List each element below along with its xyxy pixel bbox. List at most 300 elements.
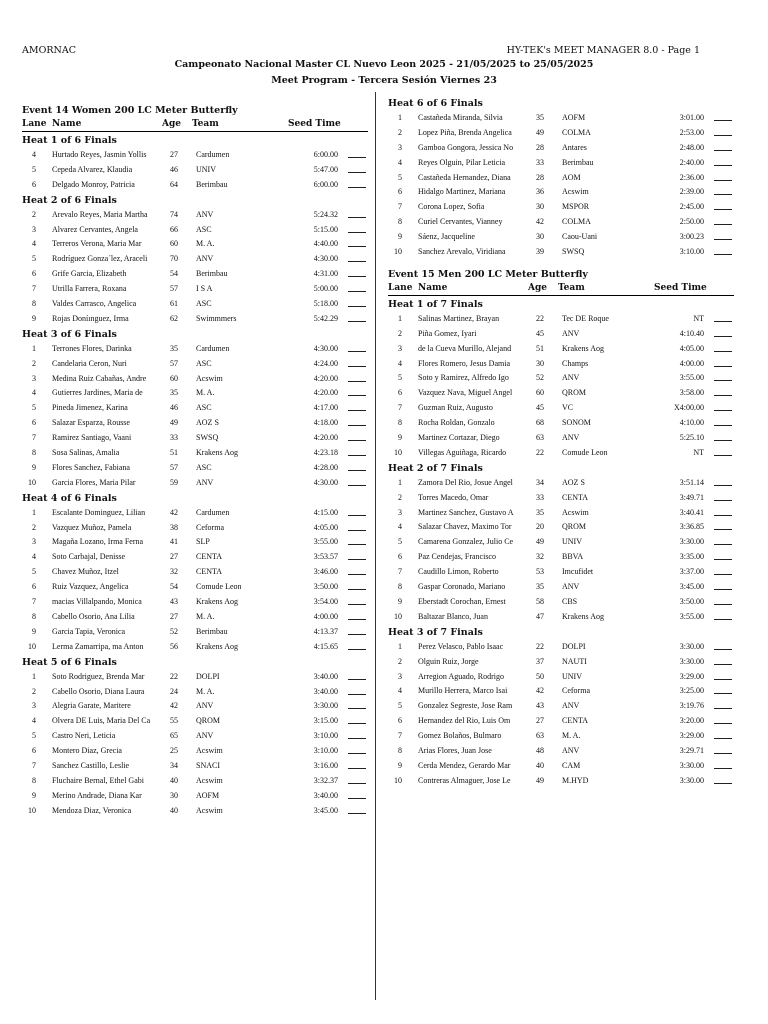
team-name: Acswim bbox=[196, 805, 223, 815]
lane-number: 7 bbox=[398, 202, 402, 212]
team-name: ANV bbox=[196, 731, 214, 741]
header-right: HY-TEK's MEET MANAGER 8.0 - Page 1 bbox=[506, 45, 700, 56]
swimmer-age: 65 bbox=[170, 731, 178, 741]
seed-time: 3:49.71 bbox=[679, 492, 704, 502]
entry-row bbox=[22, 580, 368, 595]
team-name: Acswim bbox=[196, 775, 223, 785]
swimmer-name: Caudillo Limon, Roberto bbox=[418, 567, 499, 577]
lane-number: 6 bbox=[398, 187, 402, 197]
entry-row bbox=[22, 208, 368, 223]
lane-number: 7 bbox=[32, 433, 36, 443]
swimmer-age: 49 bbox=[536, 775, 544, 785]
swimmer-age: 30 bbox=[536, 202, 544, 212]
entry-row bbox=[22, 386, 368, 401]
team-name: CAM bbox=[562, 760, 581, 770]
entry-row bbox=[22, 461, 368, 476]
swimmer-name: Arregion Aguado, Rodrigo bbox=[418, 671, 504, 681]
final-time-blank bbox=[348, 522, 366, 531]
swimmer-age: 50 bbox=[536, 671, 544, 681]
swimmer-name: Escalante Dominguez, Lilian bbox=[52, 507, 146, 517]
entry-row bbox=[388, 670, 734, 685]
swimmer-name: Vazquez Nava, Miguel Angel bbox=[418, 388, 513, 398]
swimmer-age: 22 bbox=[536, 313, 544, 323]
final-time-blank bbox=[714, 142, 732, 151]
meet-subtitle: Meet Program - Tercera Sesión Viernes 23 bbox=[271, 75, 497, 86]
team-name: NAUTI bbox=[562, 656, 587, 666]
team-name: Cardumen bbox=[196, 343, 230, 353]
team-name: Krakens Aog bbox=[562, 611, 604, 621]
seed-time: 4:23.18 bbox=[313, 448, 338, 458]
swimmer-name: Terreros Verona, Maria Mar bbox=[52, 239, 142, 249]
entry-row bbox=[22, 223, 368, 238]
swimmer-age: 33 bbox=[536, 157, 544, 167]
team-name: Acswim bbox=[196, 373, 223, 383]
entry-row bbox=[22, 163, 368, 178]
lane-number: 6 bbox=[398, 552, 402, 562]
swimmer-age: 48 bbox=[536, 745, 544, 755]
swimmer-age: 25 bbox=[170, 746, 178, 756]
seed-time: 3:30.00 bbox=[679, 656, 704, 666]
swimmer-age: 63 bbox=[536, 731, 544, 741]
swimmer-name: Olvera DE Luis, Maria Del Ca bbox=[52, 716, 151, 726]
final-time-blank bbox=[714, 328, 732, 337]
seed-time: 3:29.00 bbox=[679, 671, 704, 681]
swimmer-name: Murillo Herrera, Marco Isai bbox=[418, 686, 508, 696]
swimmer-name: Eberstadt Corochan, Ernest bbox=[418, 596, 506, 606]
lane-number: 3 bbox=[32, 373, 36, 383]
swimmer-age: 22 bbox=[536, 641, 544, 651]
entry-row bbox=[388, 744, 734, 759]
swimmer-age: 47 bbox=[536, 611, 544, 621]
swimmer-name: Baltazar Blanco, Juan bbox=[418, 611, 488, 621]
team-name: Cardumen bbox=[196, 507, 230, 517]
swimmer-name: Magaña Lozano, Irma Ferna bbox=[52, 537, 144, 547]
team-name: ANV bbox=[196, 254, 214, 264]
team-name: Krakens Aog bbox=[196, 641, 238, 651]
swimmer-age: 46 bbox=[170, 164, 178, 174]
lane-number: 3 bbox=[398, 507, 402, 517]
seed-time: 2:36.00 bbox=[679, 172, 704, 182]
entry-row bbox=[388, 446, 734, 461]
team-name: QROM bbox=[196, 716, 221, 726]
swimmer-name: Medina Ruiz Cabañas, Andre bbox=[52, 373, 147, 383]
final-time-blank bbox=[714, 671, 732, 680]
seed-time: 3:51.14 bbox=[679, 477, 704, 487]
team-name: AOZ S bbox=[196, 418, 219, 428]
col-name-header: Name bbox=[52, 119, 82, 129]
swimmer-name: Montero Diaz, Grecia bbox=[52, 746, 122, 756]
team-name: M.HYD bbox=[562, 775, 589, 785]
lane-number: 7 bbox=[398, 731, 402, 741]
team-name: ANV bbox=[562, 433, 580, 443]
swimmer-name: Flores Romero, Jesus Damia bbox=[418, 358, 510, 368]
final-time-blank bbox=[348, 686, 366, 695]
swimmer-name: Corona Lopez, Sofia bbox=[418, 202, 485, 212]
swimmer-age: 34 bbox=[170, 760, 178, 770]
swimmer-name: Soto Carbajal, Denisse bbox=[52, 552, 126, 562]
event-title: Event 14 Women 200 LC Meter Butterfly bbox=[22, 105, 238, 116]
swimmer-age: 49 bbox=[170, 418, 178, 428]
lane-number: 2 bbox=[398, 492, 402, 502]
swimmer-age: 42 bbox=[170, 701, 178, 711]
entry-row bbox=[388, 171, 734, 186]
lane-number: 9 bbox=[32, 626, 36, 636]
entry-row bbox=[22, 595, 368, 610]
team-name: Ceforma bbox=[562, 686, 590, 696]
swimmer-age: 54 bbox=[170, 269, 178, 279]
swimmer-age: 43 bbox=[170, 597, 178, 607]
entry-row bbox=[388, 185, 734, 200]
final-time-blank bbox=[348, 477, 366, 486]
seed-time: 3:45.00 bbox=[313, 805, 338, 815]
seed-time: 3:30.00 bbox=[679, 760, 704, 770]
team-name: SWSQ bbox=[196, 433, 219, 443]
swimmer-name: Piña Gomez, Iyari bbox=[418, 328, 477, 338]
entry-row bbox=[22, 744, 368, 759]
lane-number: 2 bbox=[32, 209, 36, 219]
entry-row bbox=[22, 476, 368, 491]
final-time-blank bbox=[348, 760, 366, 769]
final-time-blank bbox=[714, 417, 732, 426]
swimmer-age: 60 bbox=[170, 239, 178, 249]
entry-row bbox=[22, 610, 368, 625]
final-time-blank bbox=[348, 417, 366, 426]
col-team-header: Team bbox=[558, 282, 585, 293]
swimmer-age: 42 bbox=[170, 507, 178, 517]
spacer bbox=[388, 260, 734, 268]
final-time-blank bbox=[348, 745, 366, 754]
entry-row bbox=[22, 804, 368, 819]
lane-number: 6 bbox=[398, 388, 402, 398]
swimmer-name: Mendoza Diaz, Veronica bbox=[52, 805, 132, 815]
swimmer-name: Castañeda Miranda, Silvia bbox=[418, 113, 503, 122]
seed-time: 5:42.29 bbox=[313, 313, 338, 323]
team-name: SLP bbox=[196, 537, 210, 547]
swimmer-name: Soto Rodriguez, Brenda Mar bbox=[52, 671, 145, 681]
swimmer-name: Martinez Sanchez, Gustavo A bbox=[418, 507, 514, 517]
lane-number: 4 bbox=[398, 686, 402, 696]
team-name: Champs bbox=[562, 358, 589, 368]
swimmer-age: 57 bbox=[170, 284, 178, 294]
entry-row bbox=[22, 550, 368, 565]
team-name: Cardumen bbox=[196, 150, 230, 159]
lane-number: 6 bbox=[32, 179, 36, 189]
seed-time: 3:30.00 bbox=[313, 701, 338, 711]
lane-number: 3 bbox=[32, 537, 36, 547]
team-name: ANV bbox=[562, 582, 580, 592]
entry-row bbox=[388, 215, 734, 230]
seed-time: 3:40.00 bbox=[313, 790, 338, 800]
swimmer-age: 27 bbox=[170, 552, 178, 562]
swimmer-name: Torres Macedo, Omar bbox=[418, 492, 489, 502]
swimmer-age: 30 bbox=[536, 358, 544, 368]
team-name: SWSQ bbox=[562, 247, 585, 257]
final-time-blank bbox=[714, 402, 732, 411]
swimmer-age: 59 bbox=[170, 477, 178, 487]
entry-row bbox=[388, 506, 734, 521]
team-name: M. A. bbox=[196, 239, 215, 249]
team-name: ASC bbox=[196, 299, 212, 309]
swimmer-age: 64 bbox=[170, 179, 178, 189]
seed-time: 3:10.00 bbox=[313, 731, 338, 741]
seed-time: 3:10.00 bbox=[679, 247, 704, 257]
final-time-blank bbox=[348, 209, 366, 218]
swimmer-name: Fluchaire Bernal, Ethel Gabi bbox=[52, 775, 144, 785]
final-time-blank bbox=[348, 715, 366, 724]
seed-time: 3:15.00 bbox=[313, 716, 338, 726]
seed-time: 4:10.00 bbox=[679, 418, 704, 428]
final-time-blank bbox=[348, 611, 366, 620]
lane-number: 6 bbox=[32, 582, 36, 592]
final-time-blank bbox=[348, 238, 366, 247]
entry-row bbox=[388, 386, 734, 401]
seed-time: 4:13.37 bbox=[313, 626, 338, 636]
swimmer-age: 38 bbox=[170, 522, 178, 532]
final-time-blank bbox=[348, 164, 366, 173]
entry-row bbox=[22, 759, 368, 774]
seed-time: 4:05.00 bbox=[313, 522, 338, 532]
team-name: M. A. bbox=[562, 731, 581, 741]
lane-number: 4 bbox=[32, 388, 36, 398]
final-time-blank bbox=[714, 521, 732, 530]
swimmer-name: Gamboa Gongora, Jessica No bbox=[418, 142, 514, 152]
swimmer-name: Hidalgo Martinez, Mariana bbox=[418, 187, 506, 197]
col-name-header: Name bbox=[418, 282, 448, 293]
lane-number: 7 bbox=[32, 760, 36, 770]
seed-time: 3:35.00 bbox=[679, 552, 704, 562]
swimmer-age: 34 bbox=[536, 477, 544, 487]
team-name: Berimbau bbox=[196, 179, 228, 189]
entry-row bbox=[22, 267, 368, 282]
team-name: QROM bbox=[562, 522, 587, 532]
column-divider bbox=[375, 92, 376, 1000]
entry-row bbox=[22, 342, 368, 357]
heat-label: Heat 1 of 7 Finals bbox=[388, 298, 483, 310]
col-lane-header: Lane bbox=[22, 119, 47, 129]
col-seed-header: Seed Time bbox=[654, 282, 707, 293]
team-name: CENTA bbox=[196, 567, 223, 577]
entry-row bbox=[388, 357, 734, 372]
swimmer-age: 55 bbox=[170, 716, 178, 726]
lane-number: 9 bbox=[398, 433, 402, 443]
final-time-blank bbox=[348, 224, 366, 233]
entry-row bbox=[22, 714, 368, 729]
seed-time: 2:50.00 bbox=[679, 217, 704, 227]
team-name: AOZ S bbox=[562, 477, 585, 487]
lane-number: 8 bbox=[398, 217, 402, 227]
final-time-blank bbox=[714, 507, 732, 516]
lane-number: 4 bbox=[32, 716, 36, 726]
team-name: SONOM bbox=[562, 418, 591, 428]
swimmer-age: 37 bbox=[536, 656, 544, 666]
team-name: ANV bbox=[562, 373, 580, 383]
swimmer-name: Salazar Esparza, Rousse bbox=[52, 418, 130, 428]
swimmer-age: 40 bbox=[536, 760, 544, 770]
lane-number: 1 bbox=[32, 507, 36, 517]
entry-row bbox=[22, 357, 368, 372]
final-time-blank bbox=[714, 641, 732, 650]
team-name: Imcufidet bbox=[562, 567, 594, 577]
final-time-blank bbox=[348, 700, 366, 709]
final-time-blank bbox=[714, 432, 732, 441]
seed-time: 3:25.00 bbox=[679, 686, 704, 696]
entry-row bbox=[22, 789, 368, 804]
lane-number: 1 bbox=[32, 671, 36, 681]
col-age-header: Age bbox=[528, 282, 548, 293]
entry-row bbox=[22, 372, 368, 387]
entry-row bbox=[388, 759, 734, 774]
final-time-blank bbox=[714, 157, 732, 166]
entry-row bbox=[388, 714, 734, 729]
seed-time: 3:46.00 bbox=[313, 567, 338, 577]
col-age-header: Age bbox=[162, 119, 182, 129]
lane-number: 9 bbox=[398, 760, 402, 770]
swimmer-name: Grife Garcia, Elizabeth bbox=[52, 269, 127, 279]
final-time-blank bbox=[714, 172, 732, 181]
heat-label: Heat 2 of 7 Finals bbox=[388, 462, 483, 474]
seed-time: 4:17.00 bbox=[313, 403, 338, 413]
team-name: ANV bbox=[562, 745, 580, 755]
swimmer-name: Rocha Roldan, Gonzalo bbox=[418, 418, 495, 428]
final-time-blank bbox=[714, 246, 732, 255]
entry-row bbox=[388, 342, 734, 357]
swimmer-age: 52 bbox=[170, 626, 178, 636]
entry-row bbox=[388, 580, 734, 595]
final-time-blank bbox=[714, 372, 732, 381]
team-name: Tec DE Roque bbox=[562, 313, 609, 323]
seed-time: 3:50.00 bbox=[313, 582, 338, 592]
swimmer-name: Villegas Aguiñaga, Ricardo bbox=[418, 447, 507, 457]
final-time-blank bbox=[348, 387, 366, 396]
final-time-blank bbox=[348, 402, 366, 411]
final-time-blank bbox=[714, 313, 732, 322]
seed-time: 3:40.41 bbox=[679, 507, 704, 517]
seed-time: 2:45.00 bbox=[679, 202, 704, 212]
swimmer-name: Olguin Ruiz, Jorge bbox=[418, 656, 479, 666]
entry-row bbox=[22, 312, 368, 327]
lane-number: 5 bbox=[32, 403, 36, 413]
swimmer-name: macias Villalpando, Monica bbox=[52, 597, 142, 607]
lane-number: 2 bbox=[398, 656, 402, 666]
team-name: ASC bbox=[196, 403, 212, 413]
entry-row bbox=[388, 111, 734, 126]
swimmer-name: Hernandez del Rio, Luis Om bbox=[418, 716, 511, 726]
entry-row bbox=[388, 371, 734, 386]
team-name: Caou-Uani bbox=[562, 232, 598, 242]
team-name: UNIV bbox=[562, 671, 582, 681]
swimmer-name: Alegria Garate, Maritere bbox=[52, 701, 131, 711]
swimmer-age: 68 bbox=[536, 418, 544, 428]
lane-number: 8 bbox=[32, 299, 36, 309]
swimmer-age: 41 bbox=[170, 537, 178, 547]
seed-time: X4:00.00 bbox=[674, 403, 704, 413]
heat-label: Heat 6 of 6 Finals bbox=[388, 98, 483, 109]
team-name: CBS bbox=[562, 596, 578, 606]
entry-row bbox=[388, 550, 734, 565]
seed-time: 3:30.00 bbox=[679, 641, 704, 651]
team-name: CENTA bbox=[562, 716, 589, 726]
seed-time: 4:40.00 bbox=[313, 239, 338, 249]
entry-row bbox=[388, 416, 734, 431]
seed-time: 4:15.00 bbox=[313, 507, 338, 517]
swimmer-name: Cabello Osorio, Ana Lilia bbox=[52, 611, 135, 621]
swimmer-age: 43 bbox=[536, 701, 544, 711]
swimmer-name: Rodríguez Gonza´lez, Araceli bbox=[52, 254, 148, 264]
team-name: AOFM bbox=[562, 113, 586, 122]
team-name: Krakens Aog bbox=[562, 343, 604, 353]
swimmer-age: 27 bbox=[170, 611, 178, 621]
swimmer-name: Sáenz, Jacqueline bbox=[418, 232, 475, 242]
seed-time: 3:55.00 bbox=[313, 537, 338, 547]
team-name: COLMA bbox=[562, 217, 591, 227]
final-time-blank bbox=[348, 447, 366, 456]
team-name: COLMA bbox=[562, 127, 591, 137]
team-name: ANV bbox=[196, 209, 214, 219]
seed-time: 3:40.00 bbox=[313, 671, 338, 681]
entry-row bbox=[388, 156, 734, 171]
swimmer-age: 35 bbox=[536, 113, 544, 122]
final-time-blank bbox=[348, 790, 366, 799]
final-time-blank bbox=[348, 581, 366, 590]
swimmer-age: 28 bbox=[536, 172, 544, 182]
swimmer-name: Guzman Ruiz, Augusto bbox=[418, 403, 493, 413]
swimmer-name: Lopez Piña, Brenda Angelica bbox=[418, 127, 512, 137]
seed-time: 4:10.40 bbox=[679, 328, 704, 338]
final-time-blank bbox=[714, 685, 732, 694]
entry-row bbox=[388, 595, 734, 610]
swimmer-name: Gomez Bolaños, Bulmaro bbox=[418, 731, 502, 741]
final-time-blank bbox=[714, 551, 732, 560]
entry-row bbox=[22, 774, 368, 789]
swimmer-name: Paz Cendejas, Francisco bbox=[418, 552, 496, 562]
swimmer-name: Vazquez Muñoz, Pamela bbox=[52, 522, 132, 532]
seed-time: 3:10.00 bbox=[313, 746, 338, 756]
seed-time: 3:58.00 bbox=[679, 388, 704, 398]
team-name: M. A. bbox=[196, 611, 215, 621]
seed-time: 5:15.00 bbox=[313, 224, 338, 234]
final-time-blank bbox=[714, 656, 732, 665]
entry-row bbox=[388, 520, 734, 535]
final-time-blank bbox=[348, 313, 366, 322]
entry-row bbox=[388, 535, 734, 550]
heat-label: Heat 4 of 6 Finals bbox=[22, 492, 117, 504]
team-name: AOFM bbox=[196, 790, 220, 800]
swimmer-name: Ramirez Santiago, Vaani bbox=[52, 433, 132, 443]
entry-row bbox=[22, 416, 368, 431]
lane-number: 1 bbox=[32, 343, 36, 353]
lane-number: 10 bbox=[28, 805, 36, 815]
entry-row bbox=[388, 141, 734, 156]
swimmer-age: 70 bbox=[170, 254, 178, 264]
swimmer-name: Chavez Muñoz, Itzel bbox=[52, 567, 119, 577]
final-time-blank bbox=[348, 253, 366, 262]
swimmer-name: Camarena Gonzalez, Julio Ce bbox=[418, 537, 514, 547]
final-time-blank bbox=[714, 730, 732, 739]
final-time-blank bbox=[348, 358, 366, 367]
team-name: Comude Leon bbox=[562, 447, 608, 457]
final-time-blank bbox=[714, 127, 732, 136]
entry-row bbox=[388, 699, 734, 714]
column-header-row bbox=[388, 282, 734, 296]
final-time-blank bbox=[714, 387, 732, 396]
entry-row bbox=[22, 252, 368, 267]
seed-time: 4:31.00 bbox=[313, 269, 338, 279]
seed-time: 4:30.00 bbox=[313, 477, 338, 487]
lane-number: 5 bbox=[398, 537, 402, 547]
team-name: UNIV bbox=[196, 164, 216, 174]
final-time-blank bbox=[348, 641, 366, 650]
swimmer-name: Gutierres Jardines, Maria de bbox=[52, 388, 143, 398]
